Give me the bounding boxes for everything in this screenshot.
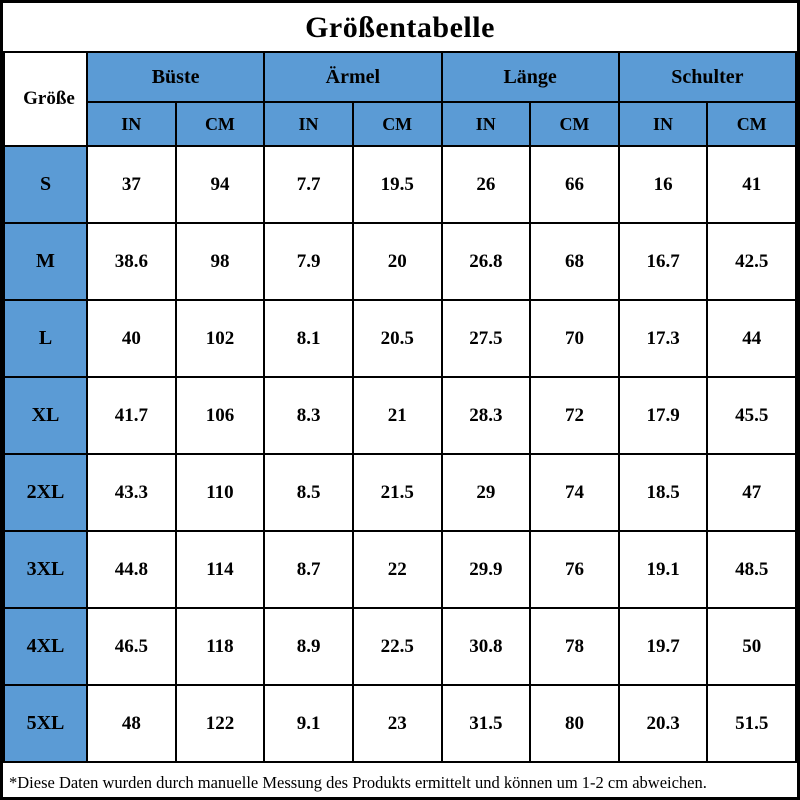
size-label: 2XL	[4, 454, 87, 531]
cell-value: 48.5	[707, 531, 796, 608]
cell-value: 23	[353, 685, 442, 762]
page-title: Größentabelle	[305, 11, 495, 44]
cell-value: 40	[87, 300, 176, 377]
cell-value: 20	[353, 223, 442, 300]
cell-value: 17.3	[619, 300, 708, 377]
table-row	[4, 223, 796, 300]
cell-value: 72	[530, 377, 619, 454]
cell-value: 19.1	[619, 531, 708, 608]
cell-value: 37	[87, 146, 176, 223]
cell-value: 41	[707, 146, 796, 223]
unit-header-buste-cm: CM	[176, 102, 265, 146]
cell-value: 28.3	[442, 377, 531, 454]
cell-value: 7.9	[264, 223, 353, 300]
cell-value: 70	[530, 300, 619, 377]
cell-value: 114	[176, 531, 265, 608]
unit-header-laenge-cm: CM	[530, 102, 619, 146]
cell-value: 29.9	[442, 531, 531, 608]
measurement-disclaimer: *Diese Daten wurden durch manuelle Messung des Produkts ermittelt und können um 1-2 cm abweichen.	[9, 773, 707, 792]
cell-value: 76	[530, 531, 619, 608]
cell-value: 118	[176, 608, 265, 685]
size-label: 5XL	[4, 685, 87, 762]
cell-value: 16.7	[619, 223, 708, 300]
cell-value: 66	[530, 146, 619, 223]
cell-value: 98	[176, 223, 265, 300]
unit-header-aermel-in: IN	[264, 102, 353, 146]
column-header-size: Größe	[4, 52, 87, 146]
table-row	[4, 608, 796, 685]
cell-value: 78	[530, 608, 619, 685]
cell-value: 41.7	[87, 377, 176, 454]
table-row	[4, 685, 796, 762]
cell-value: 29	[442, 454, 531, 531]
column-group-laenge: Länge	[442, 52, 619, 102]
cell-value: 22	[353, 531, 442, 608]
cell-value: 20.3	[619, 685, 708, 762]
cell-value: 43.3	[87, 454, 176, 531]
size-label: 3XL	[4, 531, 87, 608]
table-row	[4, 454, 796, 531]
unit-header-schulter-in: IN	[619, 102, 708, 146]
cell-value: 47	[707, 454, 796, 531]
unit-header-laenge-in: IN	[442, 102, 531, 146]
cell-value: 45.5	[707, 377, 796, 454]
table-group-header-row	[4, 52, 796, 102]
table-body	[4, 146, 796, 762]
cell-value: 8.3	[264, 377, 353, 454]
table-header	[4, 52, 796, 146]
cell-value: 26	[442, 146, 531, 223]
column-group-buste: Büste	[87, 52, 264, 102]
cell-value: 21	[353, 377, 442, 454]
cell-value: 8.5	[264, 454, 353, 531]
size-label: M	[4, 223, 87, 300]
cell-value: 38.6	[87, 223, 176, 300]
cell-value: 16	[619, 146, 708, 223]
cell-value: 18.5	[619, 454, 708, 531]
size-chart-table	[3, 51, 797, 763]
cell-value: 30.8	[442, 608, 531, 685]
cell-value: 26.8	[442, 223, 531, 300]
cell-value: 50	[707, 608, 796, 685]
cell-value: 122	[176, 685, 265, 762]
cell-value: 8.1	[264, 300, 353, 377]
cell-value: 42.5	[707, 223, 796, 300]
unit-header-aermel-cm: CM	[353, 102, 442, 146]
table-row	[4, 531, 796, 608]
cell-value: 17.9	[619, 377, 708, 454]
cell-value: 7.7	[264, 146, 353, 223]
cell-value: 44.8	[87, 531, 176, 608]
table-row	[4, 146, 796, 223]
cell-value: 110	[176, 454, 265, 531]
cell-value: 68	[530, 223, 619, 300]
cell-value: 44	[707, 300, 796, 377]
table-unit-header-row	[4, 102, 796, 146]
size-label: XL	[4, 377, 87, 454]
size-label: L	[4, 300, 87, 377]
cell-value: 106	[176, 377, 265, 454]
column-group-aermel: Ärmel	[264, 52, 441, 102]
size-label: 4XL	[4, 608, 87, 685]
unit-header-schulter-cm: CM	[707, 102, 796, 146]
cell-value: 27.5	[442, 300, 531, 377]
cell-value: 19.7	[619, 608, 708, 685]
cell-value: 94	[176, 146, 265, 223]
cell-value: 31.5	[442, 685, 531, 762]
table-row	[4, 300, 796, 377]
cell-value: 9.1	[264, 685, 353, 762]
cell-value: 46.5	[87, 608, 176, 685]
cell-value: 8.9	[264, 608, 353, 685]
size-label: S	[4, 146, 87, 223]
table-row	[4, 377, 796, 454]
cell-value: 102	[176, 300, 265, 377]
cell-value: 80	[530, 685, 619, 762]
cell-value: 48	[87, 685, 176, 762]
cell-value: 51.5	[707, 685, 796, 762]
column-group-schulter: Schulter	[619, 52, 796, 102]
unit-header-buste-in: IN	[87, 102, 176, 146]
cell-value: 8.7	[264, 531, 353, 608]
cell-value: 22.5	[353, 608, 442, 685]
cell-value: 20.5	[353, 300, 442, 377]
cell-value: 74	[530, 454, 619, 531]
cell-value: 21.5	[353, 454, 442, 531]
cell-value: 19.5	[353, 146, 442, 223]
